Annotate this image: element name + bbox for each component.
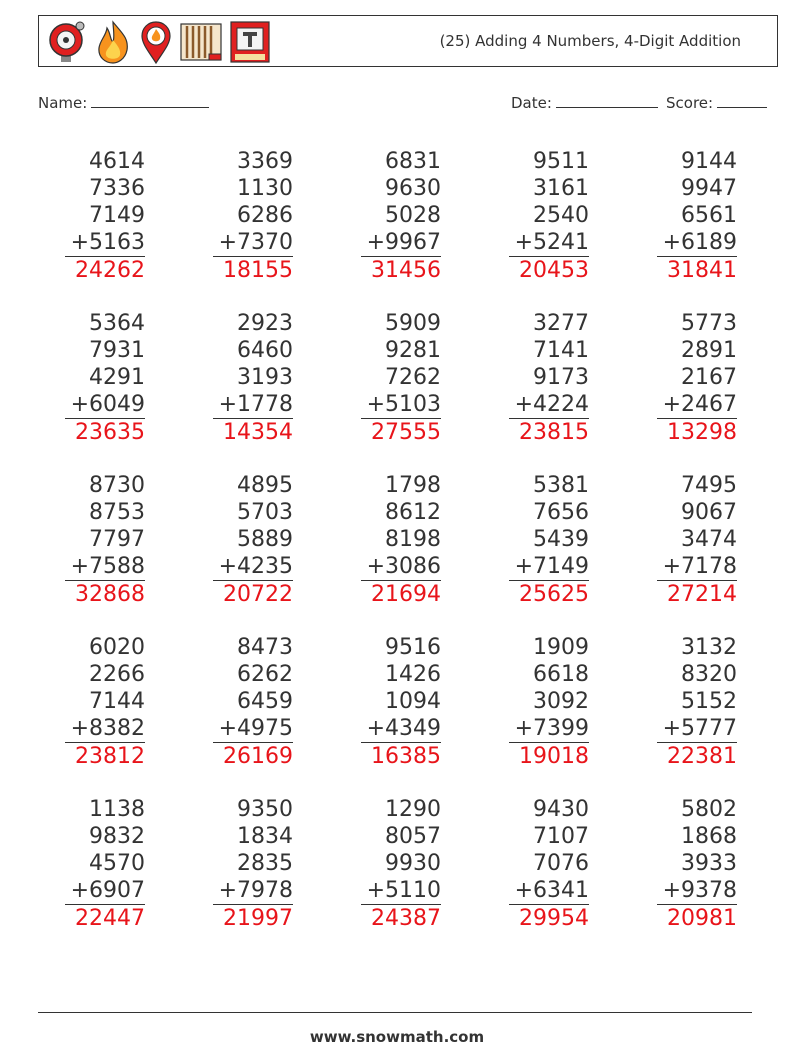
addend: 9067	[681, 500, 737, 525]
addition-problem	[469, 634, 589, 770]
addend-with-plus: +4349	[366, 716, 441, 741]
addend: 7336	[89, 176, 145, 201]
worksheet-title: (25) Adding 4 Numbers, 4-Digit Addition	[439, 32, 741, 50]
answer: 31841	[667, 258, 737, 283]
addend: 9430	[533, 797, 589, 822]
addend-with-plus: +5163	[70, 230, 145, 255]
answer: 21694	[371, 582, 441, 607]
addend: 3277	[533, 311, 589, 336]
addend: 8320	[681, 662, 737, 687]
answer: 20453	[519, 258, 589, 283]
addend: 6020	[89, 635, 145, 660]
addend-with-plus: +4975	[218, 716, 293, 741]
addition-problem	[469, 310, 589, 446]
answer: 25625	[519, 582, 589, 607]
addend: 8753	[89, 500, 145, 525]
addition-problem	[25, 148, 145, 284]
addend-with-plus: +4224	[514, 392, 589, 417]
addend: 6262	[237, 662, 293, 687]
addend-with-plus: +6049	[70, 392, 145, 417]
addend: 3161	[533, 176, 589, 201]
addend: 1130	[237, 176, 293, 201]
addend: 2540	[533, 203, 589, 228]
date-blank[interactable]	[556, 93, 658, 108]
addend-with-plus: +5103	[366, 392, 441, 417]
addend: 5152	[681, 689, 737, 714]
answer: 14354	[223, 420, 293, 445]
addend: 2923	[237, 311, 293, 336]
fire-alarm-box-icon	[229, 20, 271, 64]
addend-with-plus: +6907	[70, 878, 145, 903]
addition-problem	[173, 310, 293, 446]
addend: 1868	[681, 824, 737, 849]
fire-location-pin-icon	[139, 20, 173, 64]
addend: 2891	[681, 338, 737, 363]
addend: 7076	[533, 851, 589, 876]
addend: 4614	[89, 149, 145, 174]
addend: 1909	[533, 635, 589, 660]
addend: 5364	[89, 311, 145, 336]
addend: 2835	[237, 851, 293, 876]
addition-problem	[25, 310, 145, 446]
addend: 8473	[237, 635, 293, 660]
addend: 5889	[237, 527, 293, 552]
addend-with-plus: +5241	[514, 230, 589, 255]
addition-problem	[469, 148, 589, 284]
addend: 3132	[681, 635, 737, 660]
addend: 5439	[533, 527, 589, 552]
addend: 1094	[385, 689, 441, 714]
addend: 7141	[533, 338, 589, 363]
addend: 9350	[237, 797, 293, 822]
addend: 5028	[385, 203, 441, 228]
addition-problem	[617, 472, 737, 608]
name-label: Name:	[38, 94, 88, 112]
addend-with-plus: +3086	[366, 554, 441, 579]
answer: 13298	[667, 420, 737, 445]
addend: 6831	[385, 149, 441, 174]
addition-problem	[469, 796, 589, 932]
addition-problem	[321, 472, 441, 608]
date-field[interactable]	[511, 93, 658, 112]
addend: 1290	[385, 797, 441, 822]
addend: 9930	[385, 851, 441, 876]
addend: 7931	[89, 338, 145, 363]
addend-with-plus: +2467	[662, 392, 737, 417]
answer: 24387	[371, 906, 441, 931]
answer: 26169	[223, 744, 293, 769]
addend: 9516	[385, 635, 441, 660]
problem-grid	[40, 148, 760, 948]
addend: 4570	[89, 851, 145, 876]
addend: 7107	[533, 824, 589, 849]
worksheet-header	[38, 15, 778, 67]
addition-problem	[321, 634, 441, 770]
addend-with-plus: +5777	[662, 716, 737, 741]
addend: 2266	[89, 662, 145, 687]
addition-problem	[25, 472, 145, 608]
addend: 7797	[89, 527, 145, 552]
addend-with-plus: +7178	[662, 554, 737, 579]
addend: 6618	[533, 662, 589, 687]
addend: 3092	[533, 689, 589, 714]
addend-with-plus: +1778	[218, 392, 293, 417]
addend: 5773	[681, 311, 737, 336]
addition-problem	[321, 310, 441, 446]
addition-problem	[321, 796, 441, 932]
addend-with-plus: +7399	[514, 716, 589, 741]
answer: 22447	[75, 906, 145, 931]
addend: 1138	[89, 797, 145, 822]
addend: 1798	[385, 473, 441, 498]
addend: 6286	[237, 203, 293, 228]
addend: 8612	[385, 500, 441, 525]
addition-problem	[321, 148, 441, 284]
addend-with-plus: +7588	[70, 554, 145, 579]
addend: 7495	[681, 473, 737, 498]
answer: 27555	[371, 420, 441, 445]
addition-problem	[173, 148, 293, 284]
answer: 21997	[223, 906, 293, 931]
addend-with-plus: +7978	[218, 878, 293, 903]
addend: 9630	[385, 176, 441, 201]
addend-with-plus: +9967	[366, 230, 441, 255]
addend: 5381	[533, 473, 589, 498]
name-field[interactable]	[38, 93, 209, 112]
name-blank[interactable]	[91, 93, 209, 108]
addend: 6460	[237, 338, 293, 363]
addition-problem	[25, 634, 145, 770]
addend-with-plus: +7370	[218, 230, 293, 255]
addend: 5909	[385, 311, 441, 336]
addend: 3933	[681, 851, 737, 876]
addend: 5703	[237, 500, 293, 525]
addition-problem	[617, 796, 737, 932]
addend: 3193	[237, 365, 293, 390]
answer: 23635	[75, 420, 145, 445]
addend: 9173	[533, 365, 589, 390]
answer: 31456	[371, 258, 441, 283]
addend-with-plus: +6341	[514, 878, 589, 903]
footer-divider	[38, 1012, 752, 1013]
addition-problem	[469, 472, 589, 608]
addition-problem	[173, 472, 293, 608]
addend: 6561	[681, 203, 737, 228]
answer: 32868	[75, 582, 145, 607]
answer: 23815	[519, 420, 589, 445]
fire-alarm-bell-icon	[45, 20, 87, 64]
addend: 7656	[533, 500, 589, 525]
addend: 7262	[385, 365, 441, 390]
addition-problem	[25, 796, 145, 932]
addend: 9144	[681, 149, 737, 174]
addition-problem	[617, 634, 737, 770]
icon-strip	[45, 20, 271, 64]
addition-problem	[617, 148, 737, 284]
addend: 8730	[89, 473, 145, 498]
addend: 3369	[237, 149, 293, 174]
addend: 1426	[385, 662, 441, 687]
addend-with-plus: +4235	[218, 554, 293, 579]
answer: 24262	[75, 258, 145, 283]
addend-with-plus: +8382	[70, 716, 145, 741]
addend: 4291	[89, 365, 145, 390]
date-label: Date:	[511, 94, 552, 112]
addend: 1834	[237, 824, 293, 849]
addend: 2167	[681, 365, 737, 390]
addend: 3474	[681, 527, 737, 552]
addend-with-plus: +7149	[514, 554, 589, 579]
fire-hose-icon	[179, 20, 223, 64]
addend: 9511	[533, 149, 589, 174]
addend-with-plus: +5110	[366, 878, 441, 903]
addend: 8198	[385, 527, 441, 552]
answer: 16385	[371, 744, 441, 769]
addend: 7149	[89, 203, 145, 228]
addend: 9947	[681, 176, 737, 201]
addition-problem	[173, 634, 293, 770]
score-label: Score:	[666, 94, 714, 112]
addend-with-plus: +9378	[662, 878, 737, 903]
addend: 6459	[237, 689, 293, 714]
answer: 19018	[519, 744, 589, 769]
footer-site: www.snowmath.com	[309, 1028, 485, 1046]
answer: 18155	[223, 258, 293, 283]
score-blank[interactable]	[717, 93, 767, 108]
addend: 9832	[89, 824, 145, 849]
answer: 23812	[75, 744, 145, 769]
addend: 5802	[681, 797, 737, 822]
answer: 29954	[519, 906, 589, 931]
addition-problem	[173, 796, 293, 932]
addend: 9281	[385, 338, 441, 363]
addend: 7144	[89, 689, 145, 714]
answer: 20981	[667, 906, 737, 931]
answer: 20722	[223, 582, 293, 607]
addend: 4895	[237, 473, 293, 498]
answer: 27214	[667, 582, 737, 607]
addend-with-plus: +6189	[662, 230, 737, 255]
addend: 8057	[385, 824, 441, 849]
answer: 22381	[667, 744, 737, 769]
flame-icon	[93, 20, 133, 64]
score-field[interactable]	[666, 93, 767, 112]
addition-problem	[617, 310, 737, 446]
